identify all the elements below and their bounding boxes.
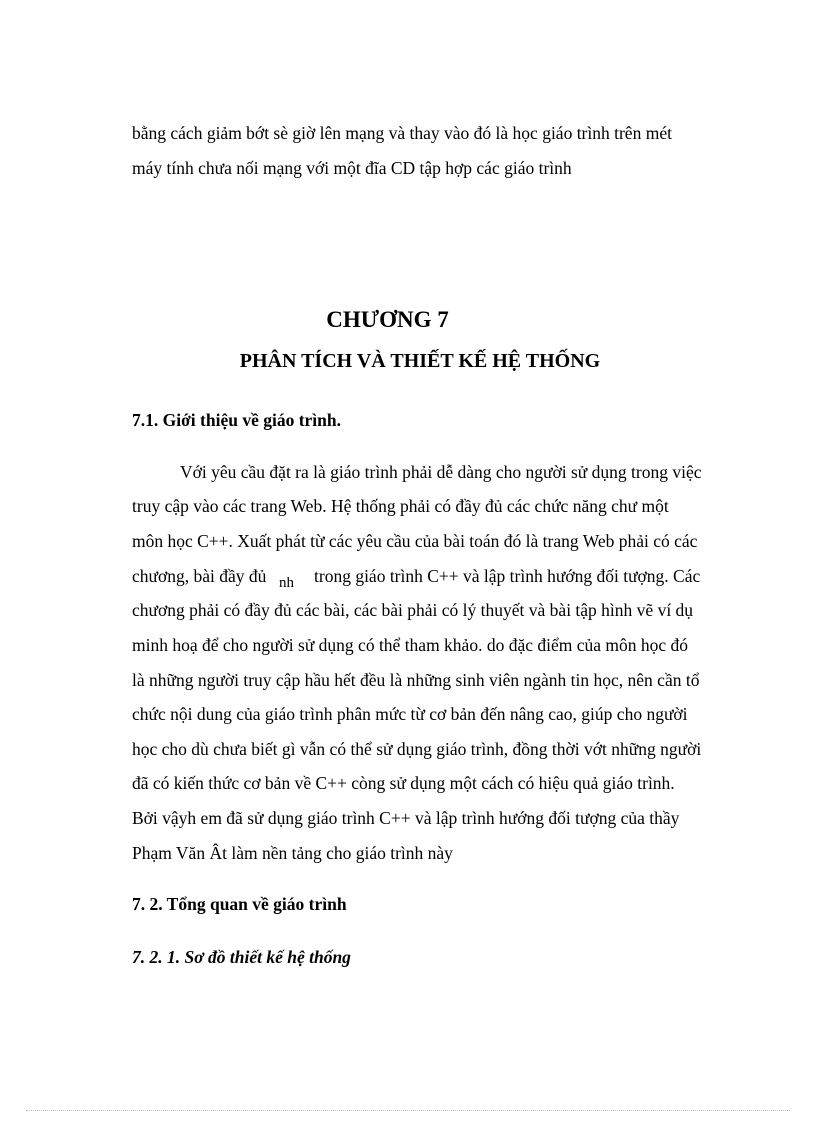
paragraph-line: chương phải có đầy đủ các bài, các bài phải có lý thuyết và bài tập hình vẽ ví dụ bbox=[132, 600, 694, 620]
section-heading-7-2-1: 7. 2. 1. Sơ đồ thiết kế hệ thống bbox=[132, 947, 351, 967]
chapter-title: PHÂN TÍCH VÀ THIẾT KẾ HỆ THỐNG bbox=[239, 350, 601, 372]
paragraph-line: Bởi vậyh em đã sử dụng giáo trình C++ và lập trình hướng đối tượng của thầy bbox=[132, 808, 680, 828]
paragraph-line: Với yêu cầu đặt ra là giáo trình phải dễ dàng cho người sử dụng trong việc bbox=[180, 462, 702, 482]
paragraph-line: là những người truy cập hầu hết đều là những sinh viên ngành tin học, nên cần tổ bbox=[132, 670, 700, 690]
intro-line-1: bằng cách giảm bớt sè giờ lên mạng và thay vào đó là học giáo trình trên mét bbox=[132, 123, 672, 143]
paragraph-line: minh hoạ để cho người sử dụng có thể tham khảo. do đặc điểm của môn học đó bbox=[132, 635, 689, 655]
section-heading-7-2: 7. 2. Tổng quan về giáo trình bbox=[132, 894, 347, 914]
page-bottom-divider bbox=[26, 1110, 790, 1111]
paragraph-line: đã có kiến thức cơ bản về C++ còng sử dụng một cách có hiệu quả giáo trình. bbox=[132, 773, 675, 793]
section-heading-7-1: 7.1. Giới thiệu về giáo trình. bbox=[132, 410, 342, 430]
chapter-number: CHƯƠNG 7 bbox=[326, 307, 449, 332]
paragraph-line: Phạm Văn Ât làm nền tảng cho giáo trình này bbox=[132, 843, 453, 863]
stray-fragment: nh bbox=[279, 575, 294, 591]
paragraph-line: truy cập vào các trang Web. Hệ thống phải có đầy đủ các chức năng chư một bbox=[132, 496, 669, 516]
paragraph-line: chương, bài đầy đủ bbox=[132, 566, 267, 586]
paragraph-line: môn học C++. Xuất phát từ các yêu cầu của bài toán đó là trang Web phải có các bbox=[132, 531, 698, 551]
paragraph-line: chức nội dung của giáo trình phân mức từ cơ bản đến nâng cao, giúp cho người bbox=[132, 704, 688, 724]
intro-line-2: máy tính chưa nối mạng với một đĩa CD tập hợp các giáo trình bbox=[132, 158, 572, 178]
paragraph-line: học cho dù chưa biết gì vẫn có thể sử dụng giáo trình, đồng thời vớt những người bbox=[132, 739, 702, 759]
paragraph-line: trong giáo trình C++ và lập trình hướng đối tượng. Các bbox=[314, 566, 701, 586]
